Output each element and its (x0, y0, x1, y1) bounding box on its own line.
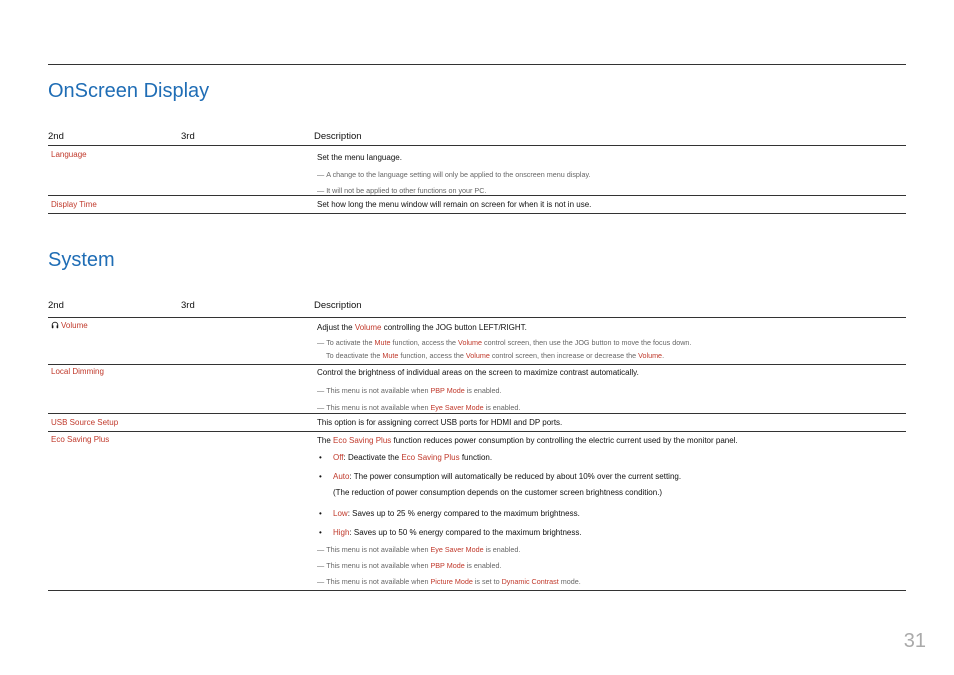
language-description: Set the menu language. (317, 153, 402, 162)
header-3rd: 3rd (181, 300, 195, 311)
language-note-1: A change to the language setting will only be applied to the onscreen menu display. (326, 170, 591, 179)
header-2nd: 2nd (48, 131, 64, 142)
eco-note-1: ― This menu is not available when Eye Saver Mode is enabled. (317, 545, 521, 554)
language-note-2: It will not be applied to other functions on your PC. (326, 186, 487, 195)
volume-note-2: To deactivate the Mute function, access the Volume control screen, then increase or decrease the Volume. (326, 351, 665, 360)
eco-option-off: • Off: Deactivate the Eco Saving Plus function. (317, 448, 906, 467)
menu-item-eco-saving-plus[interactable]: Eco Saving Plus (51, 435, 110, 444)
menu-item-usb-source-setup[interactable]: USB Source Setup (51, 418, 119, 427)
table-row-language (48, 146, 906, 196)
menu-item-volume[interactable] (51, 321, 88, 330)
menu-item-display-time[interactable]: Display Time (51, 200, 97, 209)
local-dimming-note-1: ― This menu is not available when PBP Mode is enabled. (317, 386, 502, 395)
menu-item-local-dimming[interactable]: Local Dimming (51, 367, 104, 376)
volume-note-1: ― To activate the Mute function, access the Volume control screen, then use the JOG button to move the focus down. (317, 338, 692, 347)
onscreen-table (48, 131, 906, 214)
table-row-usb-source-setup (48, 414, 906, 432)
header-description: Description (314, 131, 362, 142)
usb-description: This option is for assigning correct USB ports for HDMI and DP ports. (317, 418, 563, 427)
note-dash: ― (317, 170, 325, 179)
table-row-local-dimming (48, 365, 906, 414)
top-rule (48, 64, 906, 65)
note-dash: ― (317, 186, 325, 195)
eco-option-auto-sub: (The reduction of power consumption depends on the customer screen brightness condition.) (333, 488, 663, 497)
section-title-onscreen: OnScreen Display (48, 80, 210, 102)
eco-option-low: • Low: Saves up to 25 % energy compared to the maximum brightness. (317, 504, 906, 523)
section-title-system: System (48, 249, 115, 271)
local-dimming-description: Control the brightness of individual areas on the screen to maximize contrast automatically. (317, 368, 639, 377)
table-row-volume (48, 318, 906, 365)
volume-label: Volume (61, 321, 88, 330)
header-2nd: 2nd (48, 300, 64, 311)
header-3rd: 3rd (181, 131, 195, 142)
eco-option-high: • High: Saves up to 50 % energy compared to the maximum brightness. (317, 523, 906, 542)
table-header (48, 300, 906, 318)
header-description: Description (314, 300, 362, 311)
system-table (48, 300, 906, 591)
volume-description: Adjust the Volume controlling the JOG button LEFT/RIGHT. (317, 323, 527, 332)
local-dimming-note-2: ― This menu is not available when Eye Saver Mode is enabled. (317, 403, 521, 412)
table-row-display-time (48, 196, 906, 214)
table-row-eco-saving-plus (48, 432, 906, 591)
eco-option-auto: • Auto: The power consumption will automatically be reduced by about 10% over the current setting. (317, 467, 906, 486)
eco-description: The Eco Saving Plus function reduces power consumption by controlling the electric current used by the monitor panel. (317, 436, 738, 445)
eco-note-3: ― This menu is not available when Picture Mode is set to Dynamic Contrast mode. (317, 577, 581, 586)
page-number: 31 (903, 630, 926, 652)
table-header (48, 131, 906, 146)
headphones-icon (51, 321, 59, 329)
display-time-description: Set how long the menu window will remain on screen for when it is not in use. (317, 200, 592, 209)
menu-item-language[interactable]: Language (51, 150, 87, 159)
eco-note-2: ― This menu is not available when PBP Mode is enabled. (317, 561, 502, 570)
